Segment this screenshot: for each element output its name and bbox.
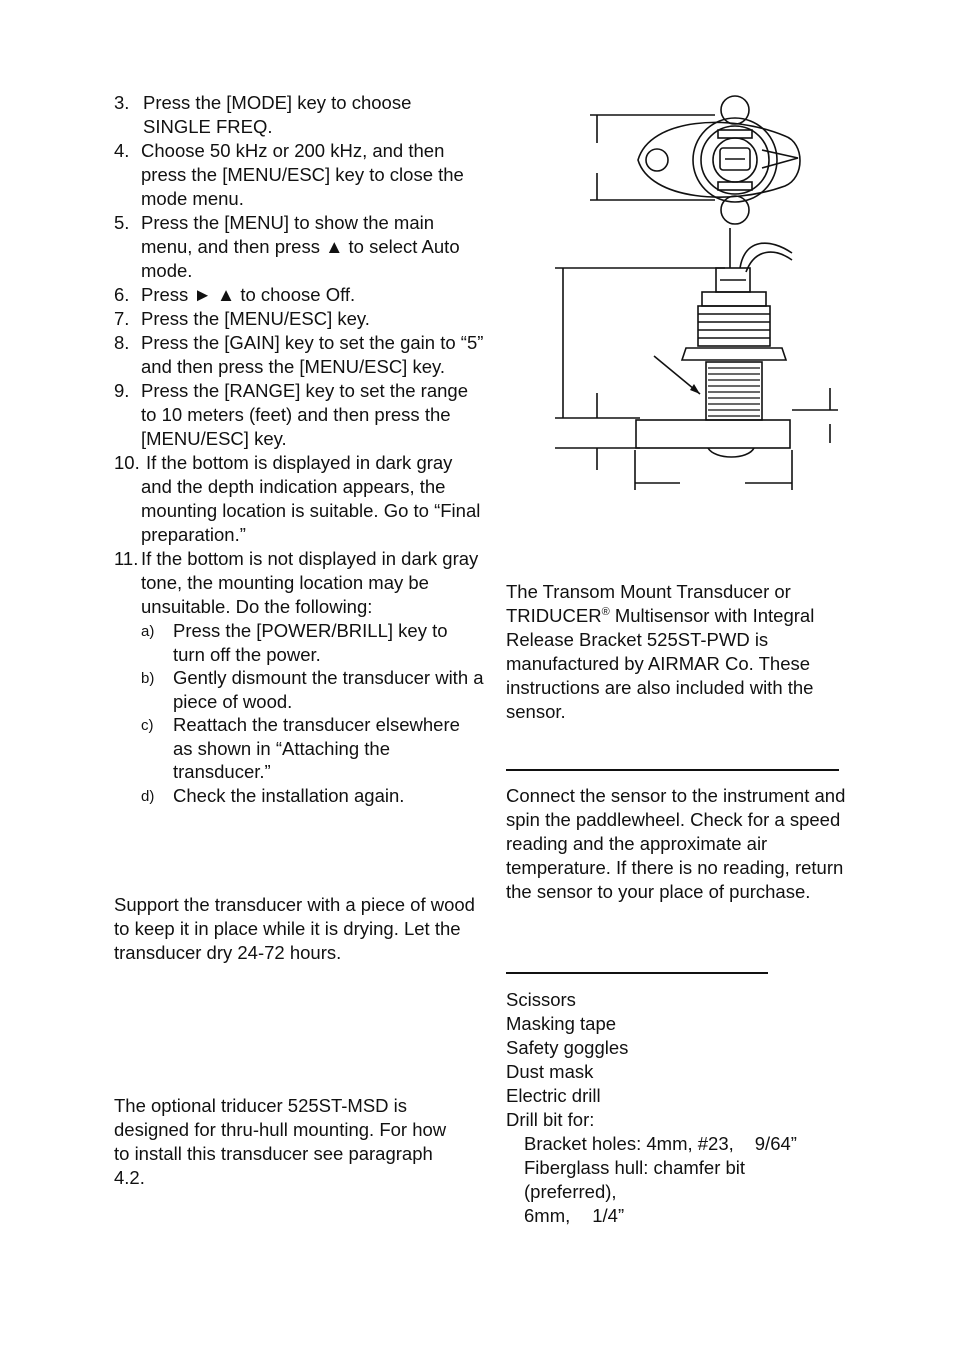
tool-item: Dust mask bbox=[506, 1061, 594, 1082]
step-11: 11. If the bottom is not displayed in dark gray tone, the mounting location may be unsuitable. Do the following: a) Press the [POWER/BRILL] key to turn off the power. b) Gently dismount the transducer with a piece of wood. c) Reattach the transducer elsewhere as shown in “Attaching the transducer.” d) Check the installation again. bbox=[114, 548, 484, 806]
fiberglass-bit-note: (preferred), bbox=[524, 1181, 617, 1202]
section-divider bbox=[506, 769, 839, 771]
transom-paragraph: The Transom Mount Transducer or TRIDUCER® Multisensor with Integral Release Bracket 525ST-PWD is manufactured by AIRMAR Co. These instructions are also included with the sensor. bbox=[506, 581, 815, 722]
drying-paragraph: Support the transducer with a piece of wood to keep it in place while it is drying. Let the transducer dry 24-72 hours. bbox=[114, 894, 475, 963]
substep-a: a) Press the [POWER/BRILL] key to turn off the power. bbox=[141, 620, 448, 665]
left-column bbox=[114, 91, 484, 807]
step-3: 3. Press the [MODE] key to choose SINGLE FREQ. bbox=[114, 92, 412, 137]
procedure-steps bbox=[114, 91, 484, 807]
substep-c: c) Reattach the transducer elsewhere as shown in “Attaching the transducer.” bbox=[141, 714, 460, 782]
step-8: 8. Press the [GAIN] key to set the gain to “5” and then press the [MENU/ESC] key. bbox=[114, 332, 484, 377]
transducer-diagram bbox=[530, 88, 840, 498]
bracket-bit: Bracket holes: 4mm, #23, 9/64” bbox=[524, 1133, 797, 1154]
step-6: 6. Press ► ▲ to choose Off. bbox=[114, 284, 356, 305]
step-4: 4. Choose 50 kHz or 200 kHz, and then press the [MENU/ESC] key to close the mode menu. bbox=[114, 140, 464, 209]
substep-b: b) Gently dismount the transducer with a piece of wood. bbox=[141, 667, 484, 712]
step-9: 9. Press the [RANGE] key to set the range to 10 meters (feet) and then press the [MENU/ESC] key. bbox=[114, 380, 468, 449]
substeps-list bbox=[141, 619, 484, 807]
tool-item: Safety goggles bbox=[506, 1037, 629, 1058]
step-7: 7. Press the [MENU/ESC] key. bbox=[114, 308, 370, 329]
tool-item: Masking tape bbox=[506, 1013, 617, 1034]
tool-item: Scissors bbox=[506, 989, 576, 1010]
fiberglass-bit: Fiberglass hull: chamfer bit bbox=[524, 1157, 746, 1178]
substep-d: d) Check the installation again. bbox=[141, 784, 405, 806]
tool-item: Electric drill bbox=[506, 1085, 601, 1106]
bit-size: 6mm, 1/4” bbox=[524, 1205, 625, 1226]
registered-mark: ® bbox=[601, 606, 610, 618]
triducer-paragraph: The optional triducer 525ST-MSD is designed for thru-hull mounting. For how to install this transducer see paragraph 4.2. bbox=[114, 1095, 447, 1188]
tool-item: Drill bit for: bbox=[506, 1109, 595, 1130]
tools-list bbox=[506, 988, 856, 1228]
step-5: 5. Press the [MENU] to show the main menu, and then press ▲ to select Auto mode. bbox=[114, 212, 460, 281]
check-paragraph: Connect the sensor to the instrument and spin the paddlewheel. Check for a speed reading and the approximate air temperature. If there is no reading, return the sensor to your place of purchase. bbox=[506, 785, 846, 902]
tools-divider bbox=[506, 972, 768, 974]
step-10: 10. If the bottom is displayed in dark gray and the depth indication appears, the mounting location is suitable. Go to “Final preparation.” bbox=[114, 452, 481, 545]
